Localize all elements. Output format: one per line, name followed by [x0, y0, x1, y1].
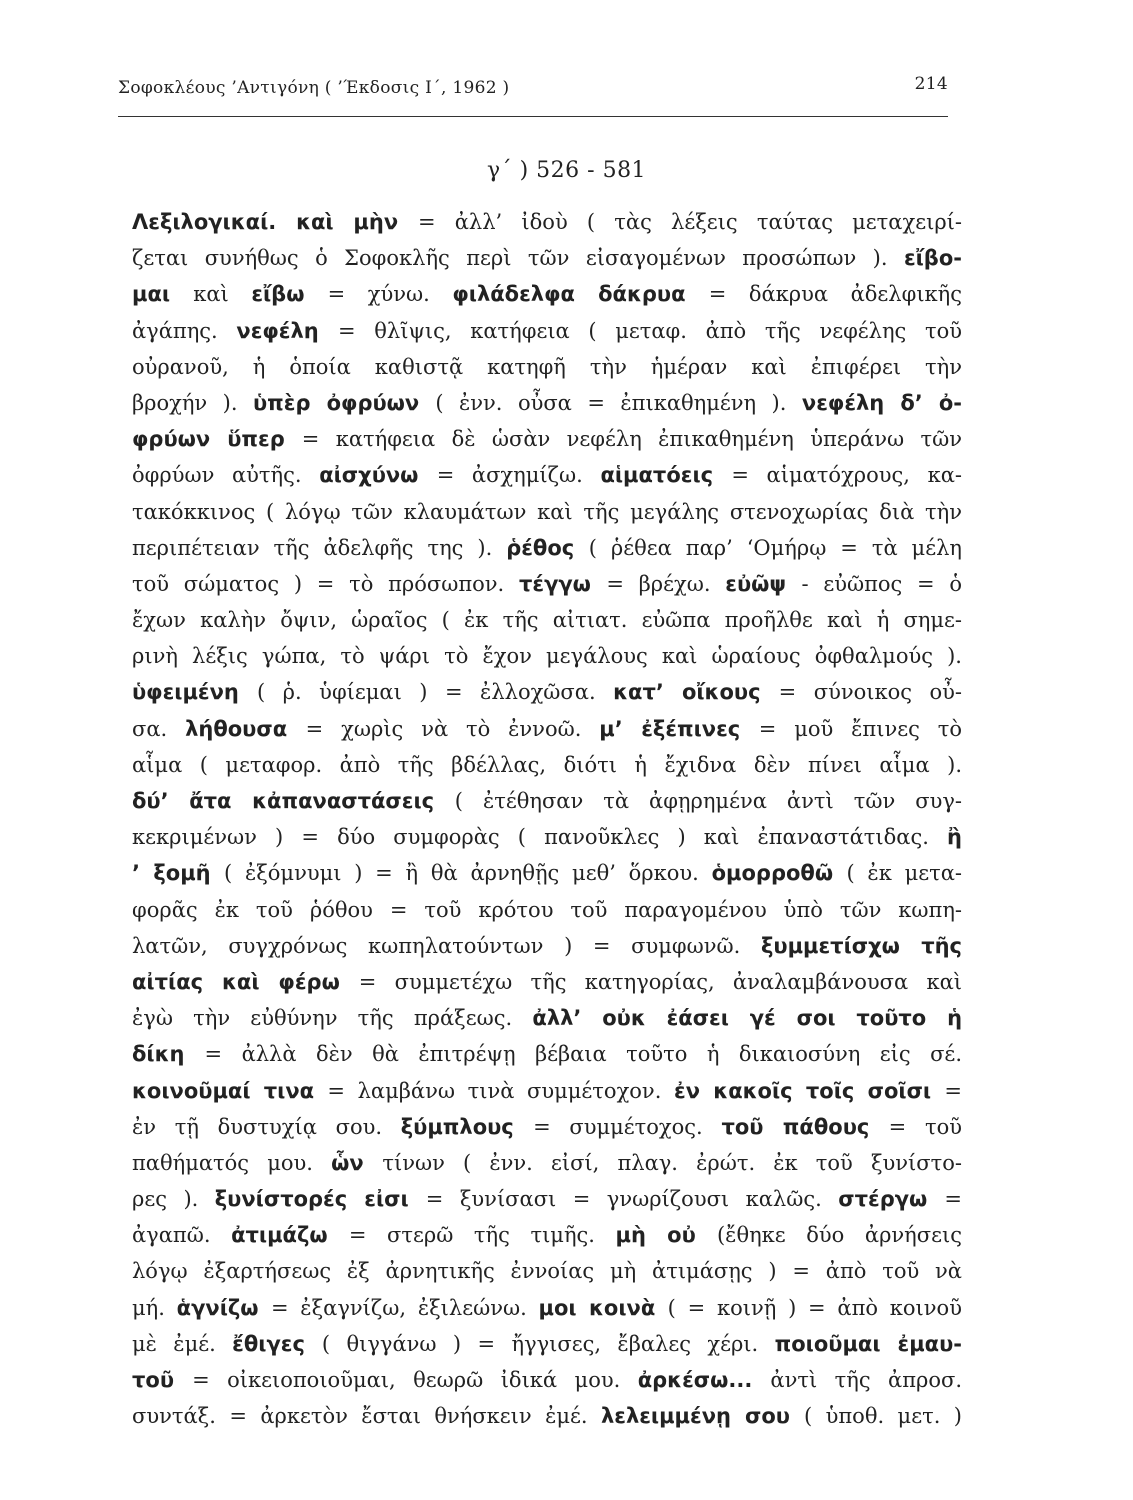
gloss-text: ἀγαπῶ.	[132, 1223, 232, 1248]
page-header	[118, 74, 948, 98]
gloss-text: βροχήν ).	[132, 390, 253, 415]
headword: εὐῶψ	[725, 571, 802, 596]
headword: ἀτιμάζω	[231, 1223, 349, 1248]
gloss-text: = συμμέτοχος.	[533, 1114, 722, 1139]
gloss-text: οὐρανοῦ, ἡ ὁποία καθιστᾷ κατηφῆ τὴν ἡμέραν καὶ ἐπιφέρει τὴν	[132, 354, 962, 379]
gloss-text: =	[944, 1078, 962, 1103]
gloss-text: = ἀλλὰ δὲν θὰ ἐπιτρέψῃ βέβαια τοῦτο ἡ δικαιοσύνη εἰς σέ.	[204, 1042, 962, 1067]
headword: ὑφειμένη	[132, 680, 257, 705]
gloss-text: ἔχων καλὴν ὄψιν, ὡραῖος ( ἐκ τῆς αἰτιατ. εὐῶπα προῆλθε καὶ ἡ σημε-	[132, 608, 962, 633]
gloss-text: = συμμετέχω τῆς κατηγορίας, ἀναλαμβάνουσα καὶ	[358, 969, 962, 994]
gloss-text: = στερῶ τῆς τιμῆς.	[348, 1223, 616, 1248]
headword: ξυμμετίσχω τῆς	[760, 933, 962, 958]
gloss-text: (ἔθηκε δύο ἀρνήσεις	[716, 1223, 962, 1248]
gloss-text: = χύνω.	[327, 282, 453, 307]
text-line	[132, 204, 962, 240]
text-line	[132, 313, 962, 349]
section-title: γ΄ ) 526 - 581	[486, 158, 647, 183]
gloss-text: μή.	[132, 1295, 177, 1320]
headword: ἔθιγες	[232, 1331, 322, 1356]
text-line	[132, 494, 962, 530]
gloss-text: ( = κοινῇ ) = ἀπὸ κοινοῦ	[667, 1295, 962, 1320]
headword: ἁγνίζω	[176, 1295, 271, 1320]
text-line	[132, 1253, 962, 1289]
gloss-text: τακόκκινος ( λόγῳ τῶν κλαυμάτων καὶ τῆς μεγάλης στενοχωρίας διὰ τὴν	[132, 499, 962, 524]
headword: λελειμμένῃ σου	[600, 1404, 805, 1429]
gloss-text: = οἰκειοποιοῦμαι, θεωρῶ ἰδικά μου.	[192, 1368, 638, 1392]
gloss-text: παθήματός μου.	[132, 1150, 332, 1175]
gloss-text: ρινὴ λέξις γώπα, τὸ ψάρι τὸ ἔχον μεγάλους καὶ ὡραίους ὀφθαλμούς ).	[132, 644, 962, 669]
gloss-text: ἀγάπης.	[132, 318, 237, 343]
headword: αἱματόεις	[600, 463, 732, 488]
text-line	[132, 928, 962, 964]
text-line	[132, 674, 962, 710]
headword: εἴβω	[251, 282, 328, 307]
gloss-text: ( ἐνν. οὖσα = ἐπικαθημένη ).	[435, 390, 802, 415]
gloss-text: κεκριμένων ) = δύο συμφορὰς ( πανοῦκλες ) καὶ ἐπαναστάτιδας.	[132, 825, 948, 850]
gloss-text: τοῦ σώματος ) = τὸ πρόσωπον.	[132, 571, 519, 596]
gloss-text: - εὐῶπος = ὁ	[801, 571, 963, 596]
running-title: Σοφοκλέους ’Αντιγόνη ( ’Έκδοσις Ι΄, 1962 )	[118, 78, 510, 98]
headword: δίκη	[132, 1042, 205, 1067]
text-line	[132, 1000, 962, 1036]
headword: ποιοῦμαι ἐμαυ-	[774, 1331, 962, 1356]
headword: αἰσχύνω	[319, 463, 437, 488]
text-line	[132, 638, 962, 674]
gloss-text: ρες ).	[132, 1187, 215, 1212]
headword: τοῦ πάθους	[721, 1114, 889, 1139]
gloss-text: ( ἐξόμνυμι ) = ἢ θὰ ἀρνηθῇς μεθ’ ὅρκου.	[224, 861, 712, 886]
text-line	[132, 1290, 962, 1326]
headword: ἐν κακοῖς τοῖς σοῖσι	[674, 1078, 945, 1103]
text-line	[132, 1362, 962, 1398]
page-number: 214	[914, 74, 948, 94]
text-line	[132, 1036, 962, 1072]
gloss-text: περιπέτειαν τῆς ἀδελφῆς της ).	[132, 535, 507, 560]
headword: μὴ οὐ	[615, 1223, 717, 1248]
headword: μοι κοινὰ	[538, 1295, 668, 1320]
text-line	[132, 421, 962, 457]
gloss-text: = δάκρυα ἀδελφικῆς	[708, 282, 963, 307]
headword: κοινοῦμαί τινα	[132, 1078, 328, 1103]
gloss-text: ( ἐκ μετα-	[846, 861, 962, 886]
gloss-text: ( ῥ. ὑφίεμαι ) = ἐλλοχῶσα.	[257, 680, 614, 705]
headword: τέγγω	[518, 571, 607, 596]
gloss-text: = ἐξαγνίζω, ἐξιλεώνω.	[270, 1295, 539, 1320]
gloss-text: ἀντὶ τῆς ἀπροσ.	[770, 1368, 963, 1392]
text-line	[132, 240, 962, 276]
text-line	[132, 385, 962, 421]
headword: τοῦ	[132, 1368, 193, 1392]
headword: στέργω	[838, 1187, 945, 1212]
gloss-text: = θλῖψις, κατήφεια ( μεταφ. ἀπὸ τῆς νεφέλης τοῦ	[338, 318, 962, 343]
gloss-text: μὲ ἐμέ.	[132, 1331, 233, 1356]
gloss-text: = ἀσχημίζω.	[436, 463, 601, 488]
text-line	[132, 747, 962, 783]
headword: ξυνίστορές εἰσι	[214, 1187, 426, 1212]
text-line	[132, 530, 962, 566]
text-line	[132, 819, 962, 855]
gloss-text: = σύνοικος οὖ-	[778, 680, 962, 705]
text-line	[132, 349, 962, 385]
headword: ὑπὲρ ὀφρύων	[253, 390, 436, 415]
text-line	[132, 1145, 962, 1181]
headword: μαι	[132, 282, 194, 307]
headword: δύ’ ἄτα κἀπαναστάσεις	[132, 789, 455, 813]
text-line	[132, 566, 962, 602]
gloss-text: = λαμβάνω τινὰ συμμέτοχον.	[327, 1078, 675, 1103]
headword: νεφέλη	[236, 318, 339, 343]
lexical-notes	[132, 204, 962, 1434]
text-line	[132, 964, 962, 1000]
gloss-text: ( ἐτέθησαν τὰ ἀφῃρημένα ἀντὶ τῶν συγ-	[454, 789, 962, 813]
headword: ξύμπλους	[400, 1114, 534, 1139]
headword: ἀλλ’ οὐκ ἐάσει γέ σοι τοῦτο ἡ	[532, 1006, 963, 1031]
headword: αἰτίας καὶ φέρω	[132, 969, 359, 994]
gloss-text: ζεται συνήθως ὁ Σοφοκλῆς περὶ τῶν εἰσαγομένων προσώπων ).	[132, 246, 904, 271]
text-line	[132, 783, 962, 819]
gloss-text: ( ῥέθεα παρ’ ‘Ομήρῳ = τὰ μέλη	[588, 535, 962, 560]
text-line	[132, 855, 962, 891]
headword: ῥέθος	[506, 535, 589, 560]
gloss-text: τίνων ( ἐνν. εἰσί, πλαγ. ἐρώτ. ἐκ τοῦ ξυνίστο-	[382, 1150, 962, 1175]
headword: μ’ ἐξέπινες	[599, 716, 759, 741]
header-rule	[118, 116, 948, 117]
text-line	[132, 1181, 962, 1217]
gloss-text: λόγῳ ἐξαρτήσεως ἐξ ἀρνητικῆς ἐννοίας μὴ ἀτιμάσῃς ) = ἀπὸ τοῦ νὰ	[132, 1259, 962, 1284]
headword: ἢ	[947, 825, 962, 850]
gloss-text: =	[944, 1187, 962, 1212]
text-line	[132, 1109, 962, 1145]
text-line	[132, 1326, 962, 1362]
headword: εἴβο-	[903, 246, 962, 271]
text-line	[132, 892, 962, 928]
headword: ὁμορροθῶ	[711, 861, 847, 886]
gloss-text: καὶ	[193, 282, 252, 307]
text-line	[132, 602, 962, 638]
gloss-text: ( ὑποθ. μετ. )	[804, 1404, 962, 1429]
gloss-text: = ξυνίσασι = γνωρίζουσι καλῶς.	[425, 1187, 839, 1212]
gloss-text: = χωρὶς νὰ τὸ ἐννοῶ.	[305, 716, 600, 741]
headword: λήθουσα	[185, 716, 306, 741]
gloss-text: σα.	[132, 716, 186, 741]
gloss-text: = βρέχω.	[606, 571, 726, 596]
headword: φρύων ὕπερ	[132, 427, 302, 452]
gloss-text: ἐγὼ τὴν εὐθύνην τῆς πράξεως.	[132, 1006, 533, 1031]
headword: κατ’ οἴκους	[613, 680, 779, 705]
headword: ’ ξομῆ	[132, 861, 224, 886]
gloss-text: = ἀλλ’ ἰδοὺ ( τὰς λέξεις ταύτας μεταχειρί-	[417, 210, 962, 234]
headword: ἀρκέσω...	[637, 1368, 771, 1392]
gloss-text: ὀφρύων αὐτῆς.	[132, 463, 320, 488]
gloss-text: αἷμα ( μεταφορ. ἀπὸ τῆς βδέλλας, διότι ἡ ἔχιδνα δὲν πίνει αἷμα ).	[132, 752, 962, 777]
headword: ὧν	[331, 1150, 383, 1175]
text-line	[132, 1398, 962, 1434]
headword: νεφέλη δ’ ὀ-	[801, 390, 963, 415]
text-line	[132, 1073, 962, 1109]
text-line	[132, 457, 962, 493]
text-line	[132, 711, 962, 747]
gloss-text: = μοῦ ἔπινες τὸ	[758, 716, 963, 741]
text-line	[132, 1217, 962, 1253]
gloss-text: συντάξ. = ἀρκετὸν ἔσται θνήσκειν ἐμέ.	[132, 1404, 601, 1429]
gloss-text: = τοῦ	[888, 1114, 962, 1139]
gloss-text: λατῶν, συγχρόνως κωπηλατούντων ) = συμφωνῶ.	[132, 933, 761, 958]
gloss-text: ( θιγγάνω ) = ἤγγισες, ἔβαλες χέρι.	[321, 1331, 775, 1356]
gloss-text: = αἱματόχρους, κα-	[731, 463, 963, 488]
headword: φιλάδελφα δάκρυα	[452, 282, 709, 307]
gloss-text: = κατήφεια δὲ ὡσὰν νεφέλη ἐπικαθημένη ὑπεράνω τῶν	[301, 427, 962, 452]
gloss-text: ἐν τῇ δυστυχίᾳ σου.	[132, 1114, 401, 1139]
headword: Λεξιλογικαί. καὶ μὴν	[132, 210, 418, 234]
gloss-text: φορᾶς ἐκ τοῦ ῥόθου = τοῦ κρότου τοῦ παραγομένου ὑπὸ τῶν κωπη-	[132, 897, 962, 922]
text-line	[132, 276, 962, 312]
